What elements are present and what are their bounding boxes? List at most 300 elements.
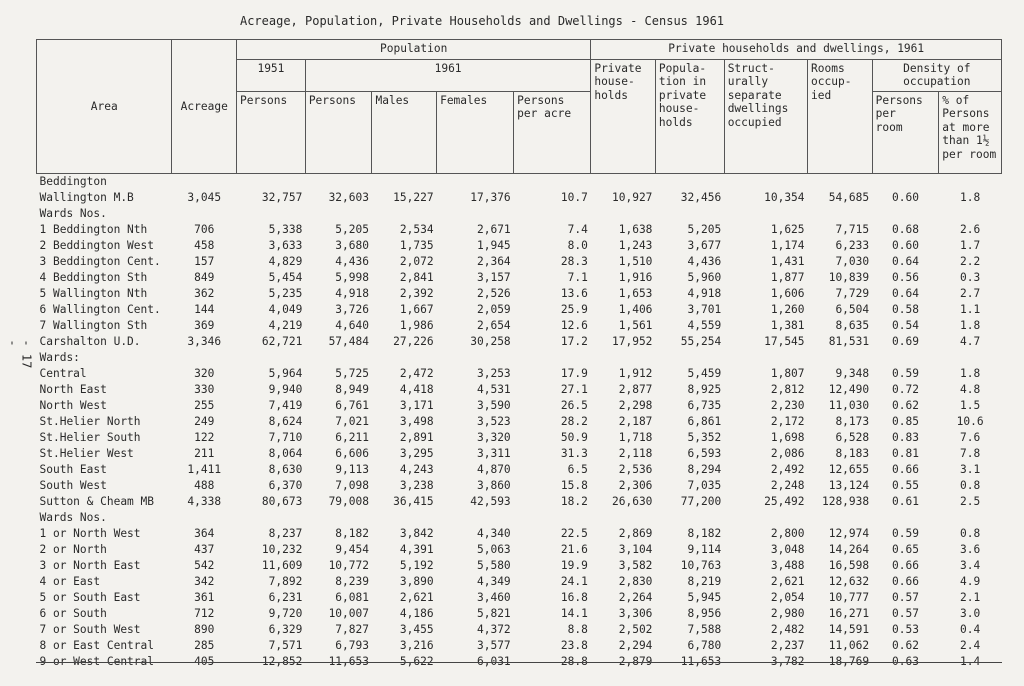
table-cell: 0.8 (960, 527, 981, 541)
table-cell: 1,653 (618, 287, 653, 301)
table-cell: 2,980 (770, 607, 805, 621)
table-cell: 1,698 (770, 431, 805, 445)
table-row (37, 606, 1002, 622)
table-cell: 11,653 (680, 655, 722, 669)
table-row (37, 446, 1002, 462)
row-label: 8 or East Central (39, 639, 155, 653)
table-cell: 9,348 (835, 367, 870, 381)
row-label: Carshalton U.D. (39, 335, 141, 349)
table-cell: 8,182 (687, 527, 722, 541)
table-cell: 2,492 (770, 463, 805, 477)
table-cell: 6,861 (687, 415, 722, 429)
table-cell: 3,171 (399, 399, 434, 413)
table-cell: 2,879 (618, 655, 653, 669)
table-cell: 0.57 (891, 591, 919, 605)
table-cell: 3,488 (770, 559, 805, 573)
table-cell: 10.6 (956, 415, 984, 429)
table-cell: 12,632 (828, 575, 870, 589)
table-cell (372, 206, 437, 222)
row-label: Wards Nos. (39, 207, 107, 221)
table-cell: 3.1 (960, 463, 981, 477)
table-cell: 1,431 (770, 255, 805, 269)
table-cell (939, 510, 1002, 526)
table-cell (305, 206, 372, 222)
row-label: 9 or West Central (39, 655, 155, 669)
table-cell: 0.66 (891, 559, 919, 573)
table-row (37, 526, 1002, 542)
table-cell: 0.68 (891, 223, 919, 237)
table-cell: 4,918 (687, 287, 722, 301)
header-area: Area (37, 40, 172, 174)
table-cell: 28.8 (560, 655, 588, 669)
table-cell: 3,295 (399, 447, 434, 461)
section-label-row (37, 510, 1002, 526)
header-households: Private house- holds (591, 60, 656, 174)
table-cell: 30,258 (470, 335, 511, 349)
table-row (37, 286, 1002, 302)
table-cell: 81,531 (828, 335, 870, 349)
table-header (37, 40, 1002, 174)
table-cell: 16,271 (828, 607, 870, 621)
table-cell: 0.64 (891, 287, 919, 301)
table-cell: 54,685 (828, 191, 870, 205)
table-cell: 6,370 (268, 479, 303, 493)
header-year-1961: 1961 (305, 60, 591, 92)
table-cell: 0.55 (891, 479, 919, 493)
table-cell: 10,763 (680, 559, 722, 573)
table-cell: 5,821 (476, 607, 511, 621)
table-cell: 3,726 (335, 303, 369, 317)
table-row (37, 638, 1002, 654)
table-cell: 32,456 (680, 191, 722, 205)
table-cell: 249 (194, 415, 215, 429)
table-cell (939, 350, 1002, 366)
header-persons-1961: Persons (305, 91, 372, 173)
table-cell: 5,580 (476, 559, 511, 573)
table-cell: 5,338 (268, 223, 303, 237)
table-cell: 6,329 (268, 623, 303, 637)
table-cell: 3,455 (399, 623, 434, 637)
table-row (37, 622, 1002, 638)
table-cell: 0.56 (891, 271, 919, 285)
table-cell: 5,725 (335, 367, 369, 381)
table-cell: 128,938 (821, 495, 870, 509)
table-cell: 6,593 (687, 447, 722, 461)
table-cell: 0.60 (891, 191, 919, 205)
table-cell: 4.9 (960, 575, 981, 589)
table-cell: 8,173 (835, 415, 870, 429)
table-cell: 0.65 (891, 543, 919, 557)
table-cell: 7.6 (960, 431, 981, 445)
table-cell: 0.4 (960, 623, 981, 637)
table-cell: 1.5 (960, 399, 981, 413)
table-cell: 458 (194, 239, 215, 253)
row-label: Wards: (39, 351, 80, 365)
table-cell: 0.62 (891, 399, 919, 413)
table-cell: 5,945 (687, 591, 722, 605)
table-cell (437, 173, 514, 190)
table-cell: 2.5 (960, 495, 981, 509)
row-label: 7 or South West (39, 623, 141, 637)
table-row (37, 190, 1002, 206)
table-cell: 57,484 (328, 335, 369, 349)
table-cell: 0.58 (891, 303, 919, 317)
table-cell: 23.8 (560, 639, 588, 653)
table-cell: 2,187 (618, 415, 653, 429)
table-cell: 4,436 (335, 255, 369, 269)
table-cell: 1,877 (770, 271, 805, 285)
table-row (37, 494, 1002, 510)
table-cell: 55,254 (680, 335, 722, 349)
table-cell: 6,031 (476, 655, 511, 669)
table-cell: 12,490 (828, 383, 870, 397)
table-row (37, 478, 1002, 494)
table-cell: 79,008 (328, 495, 369, 509)
table-cell (372, 173, 437, 190)
table-cell: 2,671 (476, 223, 511, 237)
table-cell (724, 510, 807, 526)
table-cell: 5,205 (335, 223, 369, 237)
table-row (37, 590, 1002, 606)
table-cell: 7,021 (335, 415, 369, 429)
table-cell: 5,998 (335, 271, 369, 285)
table-cell: 0.62 (891, 639, 919, 653)
row-label: 6 Wallington Cent. (39, 303, 161, 317)
table-cell: 26.5 (560, 399, 588, 413)
table-cell: 8,949 (335, 383, 369, 397)
table-cell: 2,237 (770, 639, 805, 653)
table-row (37, 270, 1002, 286)
table-cell: 1.4 (960, 655, 981, 669)
table-cell (172, 173, 237, 190)
table-cell: 3,306 (618, 607, 653, 621)
table-cell: 0.60 (891, 239, 919, 253)
table-cell: 2,392 (399, 287, 434, 301)
table-cell: 3,633 (268, 239, 303, 253)
table-cell: 16.8 (560, 591, 588, 605)
table-cell: 4,418 (399, 383, 434, 397)
table-cell (305, 510, 372, 526)
table-cell: 7.1 (567, 271, 588, 285)
table-cell: 9,113 (335, 463, 369, 477)
table-cell (872, 510, 939, 526)
table-cell (872, 206, 939, 222)
table-cell: 0.83 (891, 431, 919, 445)
table-cell: 1,945 (476, 239, 511, 253)
table-cell: 0.59 (891, 367, 919, 381)
table-cell (437, 350, 514, 366)
table-cell: 8,294 (687, 463, 722, 477)
table-row (37, 462, 1002, 478)
table-cell: 13.6 (560, 287, 588, 301)
table-cell: 1,411 (187, 463, 222, 477)
table-cell: 122 (194, 431, 215, 445)
table-cell: 2,877 (618, 383, 653, 397)
table-cell: 5,454 (268, 271, 303, 285)
table-cell: 2,482 (770, 623, 805, 637)
table-cell (172, 510, 237, 526)
header-females: Females (437, 91, 514, 173)
table-cell: 0.59 (891, 527, 919, 541)
table-cell: 6,231 (268, 591, 303, 605)
row-label: St.Helier North (39, 415, 141, 429)
table-cell: 0.3 (960, 271, 981, 285)
table-cell: 364 (194, 527, 215, 541)
table-row (37, 254, 1002, 270)
table-cell: 4,391 (399, 543, 434, 557)
table-cell: 21.6 (560, 543, 588, 557)
table-cell: 4,219 (268, 319, 303, 333)
table-cell: 2,364 (476, 255, 511, 269)
table-cell (437, 206, 514, 222)
table-cell: 8,635 (835, 319, 870, 333)
table-cell: 0.54 (891, 319, 919, 333)
table-cell: 4,829 (268, 255, 303, 269)
header-rooms: Rooms occup- ied (808, 60, 873, 174)
table-cell: 144 (194, 303, 215, 317)
table-cell: 8,624 (268, 415, 303, 429)
table-cell: 8,182 (335, 527, 369, 541)
table-cell (172, 350, 237, 366)
table-cell (514, 173, 591, 190)
table-cell: 17,545 (764, 335, 805, 349)
table-cell: 1,718 (618, 431, 653, 445)
table-cell: 7,588 (687, 623, 722, 637)
census-table-wrapper (36, 39, 1002, 670)
page-number: - 17 - (5, 339, 34, 369)
table-cell: 22.5 (560, 527, 588, 541)
table-cell: 11,030 (828, 399, 870, 413)
table-cell: 16,598 (828, 559, 870, 573)
table-cell: 3.0 (960, 607, 981, 621)
table-cell: 2,086 (770, 447, 805, 461)
table-cell: 27,226 (393, 335, 434, 349)
table-cell (808, 206, 873, 222)
table-cell: 7.8 (960, 447, 981, 461)
row-label: South East (39, 463, 107, 477)
row-label: 3 Beddington Cent. (39, 255, 161, 269)
table-cell: 1,625 (770, 223, 805, 237)
table-cell: 0.81 (891, 447, 919, 461)
table-row (37, 302, 1002, 318)
table-cell (655, 510, 724, 526)
table-cell: 2,621 (770, 575, 805, 589)
table-cell: 1,916 (618, 271, 653, 285)
table-cell (591, 206, 656, 222)
table-cell: 6,081 (335, 591, 369, 605)
table-cell: 12.6 (560, 319, 588, 333)
table-cell: 6.5 (567, 463, 588, 477)
table-cell: 6,793 (335, 639, 369, 653)
table-cell: 11,653 (328, 655, 369, 669)
row-label: Central (39, 367, 87, 381)
table-row (37, 398, 1002, 414)
table-cell: 8,183 (835, 447, 870, 461)
table-cell: 3,577 (476, 639, 511, 653)
row-label: North East (39, 383, 107, 397)
table-cell: 17.9 (560, 367, 588, 381)
table-cell: 1,260 (770, 303, 805, 317)
table-cell: 285 (194, 639, 215, 653)
table-cell: 712 (194, 607, 215, 621)
header-separate-dwellings: Struct- urally separate dwellings occupied (724, 60, 807, 174)
table-cell: 28.2 (560, 415, 588, 429)
table-cell: 6,606 (335, 447, 369, 461)
table-cell: 0.66 (891, 575, 919, 589)
row-label: 5 Wallington Nth (39, 287, 148, 301)
table-cell: 2,621 (399, 591, 434, 605)
section-label-row (37, 350, 1002, 366)
table-cell: 5,960 (687, 271, 722, 285)
header-males: Males (372, 91, 437, 173)
table-cell: 2,472 (399, 367, 434, 381)
table-cell: 3,523 (476, 415, 511, 429)
table-cell: 2,841 (399, 271, 434, 285)
table-cell: 25,492 (764, 495, 805, 509)
table-row (37, 558, 1002, 574)
table-cell: 7,030 (835, 255, 870, 269)
table-cell: 2.6 (960, 223, 981, 237)
table-cell: 849 (194, 271, 215, 285)
table-cell: 7,729 (835, 287, 870, 301)
table-cell: 80,673 (261, 495, 303, 509)
table-row (37, 318, 1002, 334)
table-cell: 5,459 (687, 367, 722, 381)
table-cell: 10,232 (261, 543, 303, 557)
table-cell: 31.3 (560, 447, 588, 461)
table-row (37, 382, 1002, 398)
table-cell: 0.72 (891, 383, 919, 397)
header-pct-overcrowded: % of Persons at more than 1½ per room (939, 91, 1002, 173)
table-cell: 5,352 (687, 431, 722, 445)
table-cell: 32,603 (328, 191, 369, 205)
table-cell (655, 206, 724, 222)
table-cell: 542 (194, 559, 215, 573)
table-cell: 369 (194, 319, 215, 333)
table-cell: 0.53 (891, 623, 919, 637)
table-cell: 2,172 (770, 415, 805, 429)
table-cell: 437 (194, 543, 215, 557)
table-cell: 255 (194, 399, 215, 413)
table-cell: 2,072 (399, 255, 434, 269)
header-persons-per-acre: Persons per acre (514, 91, 591, 173)
table-cell: 3,680 (335, 239, 369, 253)
table-cell: 6,233 (835, 239, 870, 253)
table-cell (872, 173, 939, 190)
page-title: Acreage, Population, Private Households and Dwellings - Census 1961 (239, 14, 725, 28)
table-cell: 1,638 (618, 223, 653, 237)
table-cell: 1,406 (618, 303, 653, 317)
table-cell: 12,852 (261, 655, 303, 669)
table-cell: 2,298 (618, 399, 653, 413)
table-cell: 2,264 (618, 591, 653, 605)
row-label: 3 or North East (39, 559, 141, 573)
table-cell: 5,205 (687, 223, 722, 237)
table-cell (591, 173, 656, 190)
table-cell: 4,186 (399, 607, 434, 621)
table-cell (724, 173, 807, 190)
table-cell: 1,667 (399, 303, 434, 317)
table-cell: 5,192 (399, 559, 434, 573)
table-cell: 2,654 (476, 319, 511, 333)
table-cell (808, 173, 873, 190)
table-cell: 3,216 (399, 639, 434, 653)
table-cell: 1,174 (770, 239, 805, 253)
table-cell: 27.1 (560, 383, 588, 397)
row-label: 2 Beddington West (39, 239, 155, 253)
table-cell: 2,059 (476, 303, 511, 317)
table-cell: 0.85 (891, 415, 919, 429)
bottom-rule (36, 662, 1002, 663)
table-row (37, 238, 1002, 254)
table-cell (237, 350, 306, 366)
table-cell: 2,830 (618, 575, 653, 589)
table-row (37, 334, 1002, 350)
table-cell: 1.1 (960, 303, 981, 317)
table-cell: 42,593 (470, 495, 511, 509)
table-cell: 488 (194, 479, 215, 493)
header-density: Density of occupation (872, 60, 1001, 92)
table-cell: 2,502 (618, 623, 653, 637)
table-cell: 3.6 (960, 543, 981, 557)
table-cell: 0.66 (891, 463, 919, 477)
table-cell: 890 (194, 623, 215, 637)
table-cell: 5,964 (268, 367, 303, 381)
table-cell: 6,780 (687, 639, 722, 653)
table-cell: 62,721 (261, 335, 303, 349)
table-cell: 3,048 (770, 543, 805, 557)
table-cell: 4,640 (335, 319, 369, 333)
row-label: St.Helier West (39, 447, 134, 461)
table-cell: 3,253 (476, 367, 511, 381)
table-cell: 0.61 (891, 495, 919, 509)
table-cell: 4,243 (399, 463, 434, 477)
table-cell: 2,800 (770, 527, 805, 541)
table-cell: 157 (194, 255, 215, 269)
table-cell: 15.8 (560, 479, 588, 493)
table-cell: 3,677 (687, 239, 722, 253)
table-cell (724, 206, 807, 222)
header-persons-per-room: Persons per room (872, 91, 939, 173)
table-cell: 10,927 (612, 191, 653, 205)
table-cell: 6,504 (835, 303, 870, 317)
table-cell: 10,772 (328, 559, 369, 573)
table-cell: 3,104 (618, 543, 653, 557)
table-cell: 3,701 (687, 303, 722, 317)
table-cell: 18.2 (560, 495, 588, 509)
table-cell (305, 173, 372, 190)
row-label: 1 or North West (39, 527, 141, 541)
table-cell: 3,890 (399, 575, 434, 589)
table-cell: 0.8 (960, 479, 981, 493)
table-cell: 320 (194, 367, 215, 381)
table-row (37, 366, 1002, 382)
table-cell: 3,782 (770, 655, 805, 669)
table-cell: 1,735 (399, 239, 434, 253)
table-cell: 7,892 (268, 575, 303, 589)
table-cell: 361 (194, 591, 215, 605)
table-cell: 25.9 (560, 303, 588, 317)
table-cell (237, 510, 306, 526)
table-cell: 4.7 (960, 335, 981, 349)
table-cell: 2.7 (960, 287, 981, 301)
table-cell: 14,264 (828, 543, 870, 557)
table-cell: 2,536 (618, 463, 653, 477)
table-cell: 7,035 (687, 479, 722, 493)
table-cell (372, 350, 437, 366)
table-cell: 3,842 (399, 527, 434, 541)
table-cell: 405 (194, 655, 215, 669)
